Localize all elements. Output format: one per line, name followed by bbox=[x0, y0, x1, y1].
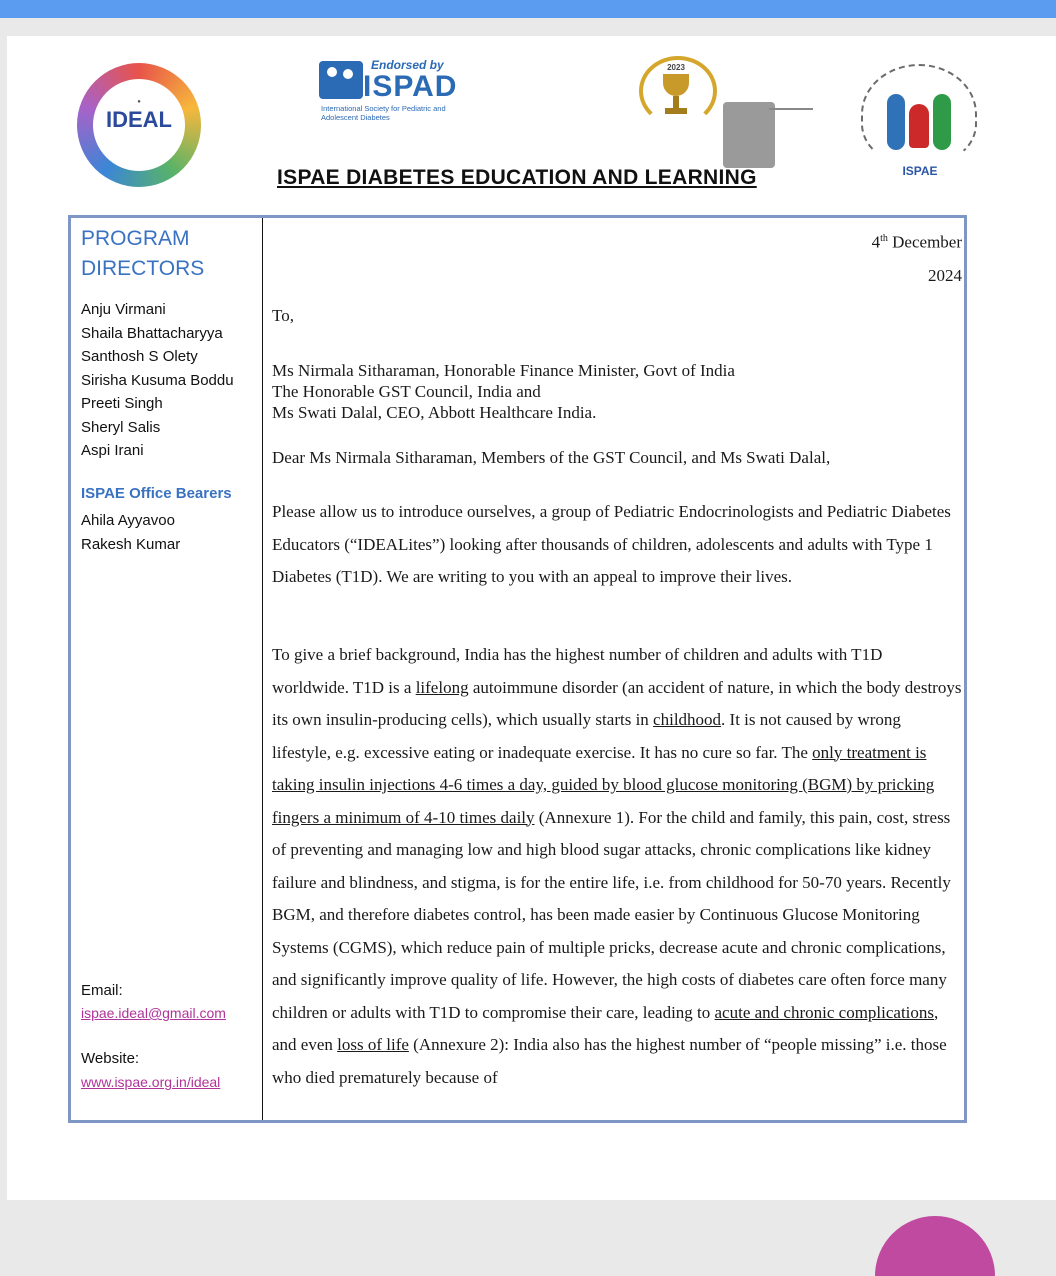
ispae-figure-blue bbox=[887, 94, 905, 150]
addressee-line: Ms Swati Dalal, CEO, Abbott Healthcare India. bbox=[272, 403, 597, 422]
director-name: Sirisha Kusuma Boddu bbox=[81, 371, 234, 389]
date-month: December bbox=[892, 232, 962, 252]
underlined-text: loss of life bbox=[337, 1035, 409, 1054]
date-suffix: th bbox=[880, 233, 888, 244]
director-name: Preeti Singh bbox=[81, 395, 163, 412]
office-bearer-name: Rakesh Kumar bbox=[81, 535, 181, 553]
text-run: , and even bbox=[272, 1002, 939, 1054]
award-year: 2023 bbox=[667, 63, 685, 72]
document-page bbox=[7, 36, 1056, 1200]
date-day: 4 bbox=[871, 232, 881, 252]
office-bearers-list bbox=[81, 509, 180, 556]
text-run: . It is not caused by wrong lifestyle, e.g. excessive eating or inadequate exercise. It has no cure so far. The bbox=[272, 710, 901, 762]
director-name: Sheryl Salis bbox=[81, 418, 161, 436]
trophy-stem bbox=[673, 96, 679, 108]
office-bearers-heading: ISPAE Office Bearers bbox=[81, 485, 232, 502]
office-bearer-name: Ahila Ayyavoo bbox=[81, 512, 175, 529]
text-run: (Annexure 1). For the child and family, this pain, cost, stress of preventing and managing low and high blood sugar attacks, chronic complications like kidney failure and blindness, and stigma, is for the entire life, i.e. from childhood for 50-70 years. Recently BGM, and therefore diabetes control, has been made easier by Continuous Glucose Monitoring Systems (CGMS), which reduce pain of multiple pricks, decrease acute and chronic complications, and significantly improve quality of life. However, the high costs of diabetes care often force many children or adults with T1D to compromise their care, leading to bbox=[272, 807, 951, 1022]
ispae-figure-green bbox=[933, 94, 951, 150]
ispad-figures-icon bbox=[319, 61, 363, 99]
top-bar bbox=[0, 0, 1056, 18]
ispae-logo bbox=[855, 60, 985, 190]
ispad-logo bbox=[319, 56, 469, 120]
website-label: Website: bbox=[81, 1050, 140, 1067]
ideal-logo-word: IDEAL bbox=[106, 107, 172, 132]
email-label: Email: bbox=[81, 982, 123, 999]
addressee-line: The Honorable GST Council, India and bbox=[272, 382, 541, 401]
underlined-text: acute and chronic complications bbox=[714, 1002, 935, 1022]
director-name: Santhosh S Olety bbox=[81, 348, 198, 365]
ispae-word: ISPAE bbox=[902, 164, 938, 178]
letter-date bbox=[872, 222, 962, 292]
director-name: Aspi Irani bbox=[81, 442, 144, 459]
ispad-name: ISPAD bbox=[363, 70, 458, 103]
underlined-text: childhood bbox=[653, 710, 722, 729]
letter-to: To, bbox=[272, 306, 294, 325]
letter-frame bbox=[68, 215, 967, 1123]
pasted-graphic-line bbox=[769, 108, 813, 110]
ispad-description: International Society for Pediatric and Adolescent Diabetes bbox=[321, 104, 446, 122]
ideal-logo bbox=[77, 63, 201, 187]
website-link[interactable]: www.ispae.org.in/ideal bbox=[81, 1074, 221, 1090]
paragraph-introduction: Please allow us to introduce ourselves, a group of Pediatric Endocrinologists and Pediatric Diabetes Educators (“IDEALites”) looking after thousands of children, adolescents and adults with Type 1 Diabetes (T1D). We are writing to you with an appeal to improve their lives. bbox=[272, 502, 951, 586]
ideal-logo-mark: ● bbox=[137, 99, 141, 105]
letter-body bbox=[272, 218, 962, 1120]
sidebar bbox=[71, 218, 263, 1120]
text-run: autoimmune disorder (an accident of nature, in which the body destroys its own insulin-producing cells), which usually starts in bbox=[272, 677, 962, 729]
addressee-line: Ms Nirmala Sitharaman, Honorable Finance Minister, Govt of India bbox=[272, 361, 735, 380]
email-link[interactable]: ispae.ideal@gmail.com bbox=[81, 1005, 226, 1021]
document-title: ISPAE DIABETES EDUCATION AND LEARNING bbox=[277, 166, 757, 189]
director-name: Anju Virmani bbox=[81, 301, 166, 318]
underlined-text: lifelong bbox=[415, 677, 469, 697]
paragraph-background bbox=[272, 639, 962, 1094]
corner-decoration bbox=[875, 1216, 995, 1276]
pasted-graphic bbox=[723, 102, 775, 168]
ispae-figure-red bbox=[909, 104, 929, 148]
innovation-award-logo bbox=[635, 52, 717, 130]
text-run: (Annexure 2): India also has the highest number of “people missing” i.e. those who died prematurely because of bbox=[272, 1035, 947, 1087]
date-year: 2024 bbox=[928, 265, 962, 285]
salutation: Dear Ms Nirmala Sitharaman, Members of the GST Council, and Ms Swati Dalal, bbox=[272, 448, 831, 467]
directors-list bbox=[81, 298, 259, 463]
text-run: To give a brief background, India has the highest number of children and adults with T1D worldwide. T1D is a bbox=[272, 645, 883, 697]
director-name: Shaila Bhattacharyya bbox=[81, 324, 223, 342]
ispae-family-icon bbox=[887, 94, 951, 156]
trophy-base bbox=[665, 108, 687, 114]
underlined-text: only treatment is taking insulin injections 4-6 times a day, guided by blood glucose monitoring (BGM) by pricking fingers a minimum of 4-10 times daily bbox=[272, 742, 935, 827]
addressee-block bbox=[272, 360, 735, 423]
heading-line-2: DIRECTORS bbox=[81, 257, 205, 280]
program-directors-heading bbox=[81, 224, 251, 284]
ispad-endorsed-text: Endorsed by bbox=[371, 58, 444, 72]
heading-line-1: PROGRAM bbox=[81, 227, 190, 250]
